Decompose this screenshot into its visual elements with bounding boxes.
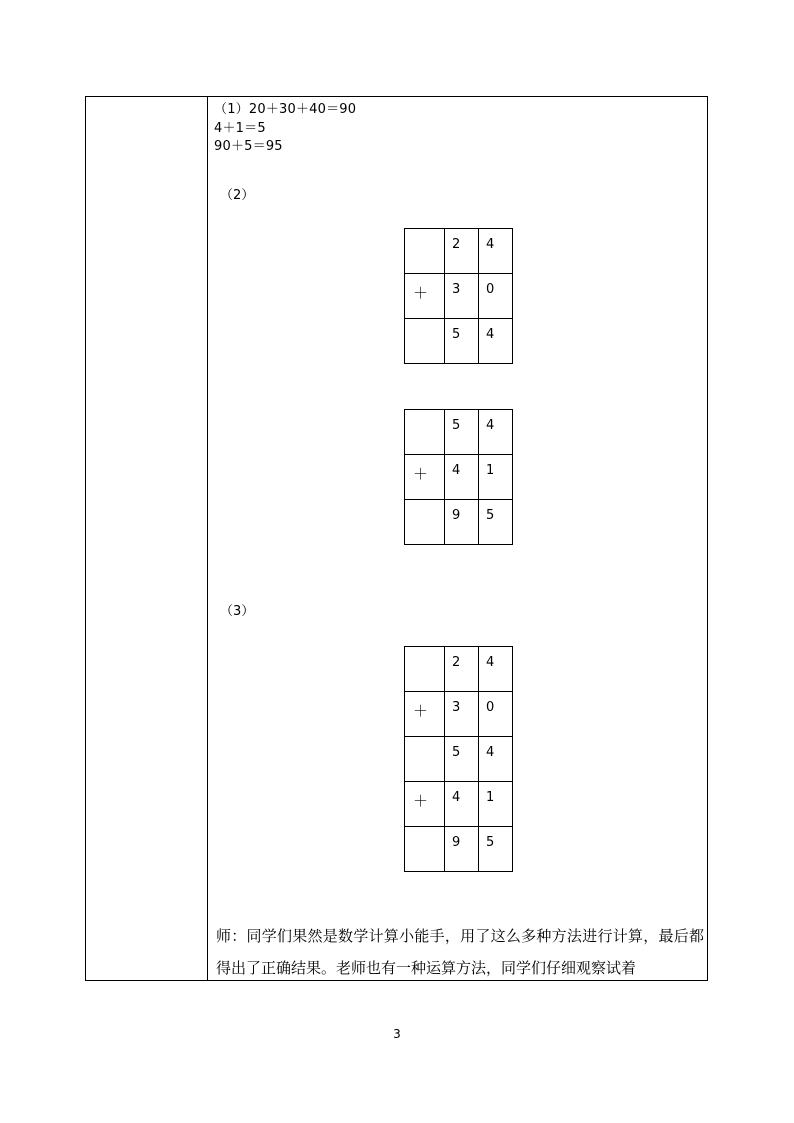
grid-cell-text: 5	[452, 327, 461, 342]
grid-row	[405, 410, 513, 455]
grid-cell	[479, 737, 513, 782]
page-number: 3	[393, 1027, 401, 1041]
grid-cell	[479, 229, 513, 274]
grid-row	[405, 647, 513, 692]
grid-cell	[479, 455, 513, 500]
grid-cell-text: 5	[452, 745, 461, 760]
grid-cell-text: 1	[486, 463, 495, 478]
grid-cell	[479, 692, 513, 737]
grid-cell	[405, 782, 445, 827]
part1-line1: （1）20＋30＋40＝90	[214, 102, 357, 117]
grid-cell	[445, 782, 479, 827]
grid-cell	[479, 410, 513, 455]
grid-row	[405, 455, 513, 500]
lesson-table	[85, 96, 708, 981]
grid-row	[405, 229, 513, 274]
grid-cell	[479, 319, 513, 364]
grid-cell-text: 5	[486, 835, 495, 850]
grid-cell-text: 0	[486, 282, 495, 297]
grid-cell-text: 5	[486, 508, 495, 523]
part1-line2: 4＋1＝5	[214, 121, 266, 136]
grid-cell-text: 4	[486, 418, 495, 433]
grid-cell	[479, 274, 513, 319]
vertical-addition-grid-3	[404, 646, 513, 872]
grid-cell	[479, 647, 513, 692]
grid-cell-text: 4	[486, 745, 495, 760]
plus-sign: ＋	[413, 702, 429, 720]
grid-cell-text	[405, 232, 413, 240]
grid-row	[405, 782, 513, 827]
part3-label: （3）	[220, 604, 255, 619]
grid-row	[405, 274, 513, 319]
part1-line3: 90＋5＝95	[214, 139, 283, 154]
vertical-addition-grid-1	[404, 228, 513, 364]
grid-cell-text: 4	[452, 463, 461, 478]
grid-cell-text	[405, 650, 413, 658]
grid-cell-text	[405, 503, 413, 511]
grid-cell	[405, 455, 445, 500]
grid-cell-text	[405, 322, 413, 330]
column-divider	[207, 97, 208, 980]
grid-cell-text: 9	[452, 835, 461, 850]
grid-row	[405, 737, 513, 782]
grid-cell-text: 4	[486, 327, 495, 342]
grid-cell-text	[405, 830, 413, 838]
grid-cell-text: 9	[452, 508, 461, 523]
grid-row	[405, 319, 513, 364]
grid-cell	[405, 692, 445, 737]
grid-cell-text: 4	[486, 655, 495, 670]
grid-cell	[445, 737, 479, 782]
grid-cell-text: 3	[452, 700, 461, 715]
grid-cell	[479, 827, 513, 872]
part2-label: （2）	[220, 188, 255, 203]
grid-cell	[445, 500, 479, 545]
grid-row	[405, 827, 513, 872]
grid-cell	[405, 410, 445, 455]
grid-cell	[405, 319, 445, 364]
grid-cell	[445, 274, 479, 319]
grid-cell	[445, 455, 479, 500]
grid-cell-text: 0	[486, 700, 495, 715]
grid-cell	[405, 274, 445, 319]
grid-cell	[445, 229, 479, 274]
plus-sign: ＋	[413, 465, 429, 483]
vertical-addition-grid-2	[404, 409, 513, 545]
grid-row	[405, 692, 513, 737]
grid-cell-text: 1	[486, 790, 495, 805]
grid-row	[405, 500, 513, 545]
grid-cell-text: 5	[452, 418, 461, 433]
grid-cell	[405, 500, 445, 545]
grid-cell-text	[405, 413, 413, 421]
teacher-paragraph: 师：同学们果然是数学计算小能手，用了这么多种方法进行计算，最后都得出了正确结果。老师也有一种运算方法，同学们仔细观察试着	[216, 927, 704, 977]
grid-cell	[405, 647, 445, 692]
plus-sign: ＋	[413, 284, 429, 302]
grid-cell	[445, 827, 479, 872]
grid-cell-text	[405, 740, 413, 748]
grid-cell-text: 2	[452, 237, 461, 252]
grid-cell-text: 3	[452, 282, 461, 297]
grid-cell	[405, 737, 445, 782]
grid-cell-text: 2	[452, 655, 461, 670]
grid-cell	[479, 500, 513, 545]
grid-cell	[479, 782, 513, 827]
grid-cell	[405, 229, 445, 274]
grid-cell	[405, 827, 445, 872]
grid-cell	[445, 410, 479, 455]
grid-cell	[445, 647, 479, 692]
grid-cell	[445, 319, 479, 364]
grid-cell	[445, 692, 479, 737]
grid-cell-text: 4	[452, 790, 461, 805]
plus-sign: ＋	[413, 792, 429, 810]
grid-cell-text: 4	[486, 237, 495, 252]
